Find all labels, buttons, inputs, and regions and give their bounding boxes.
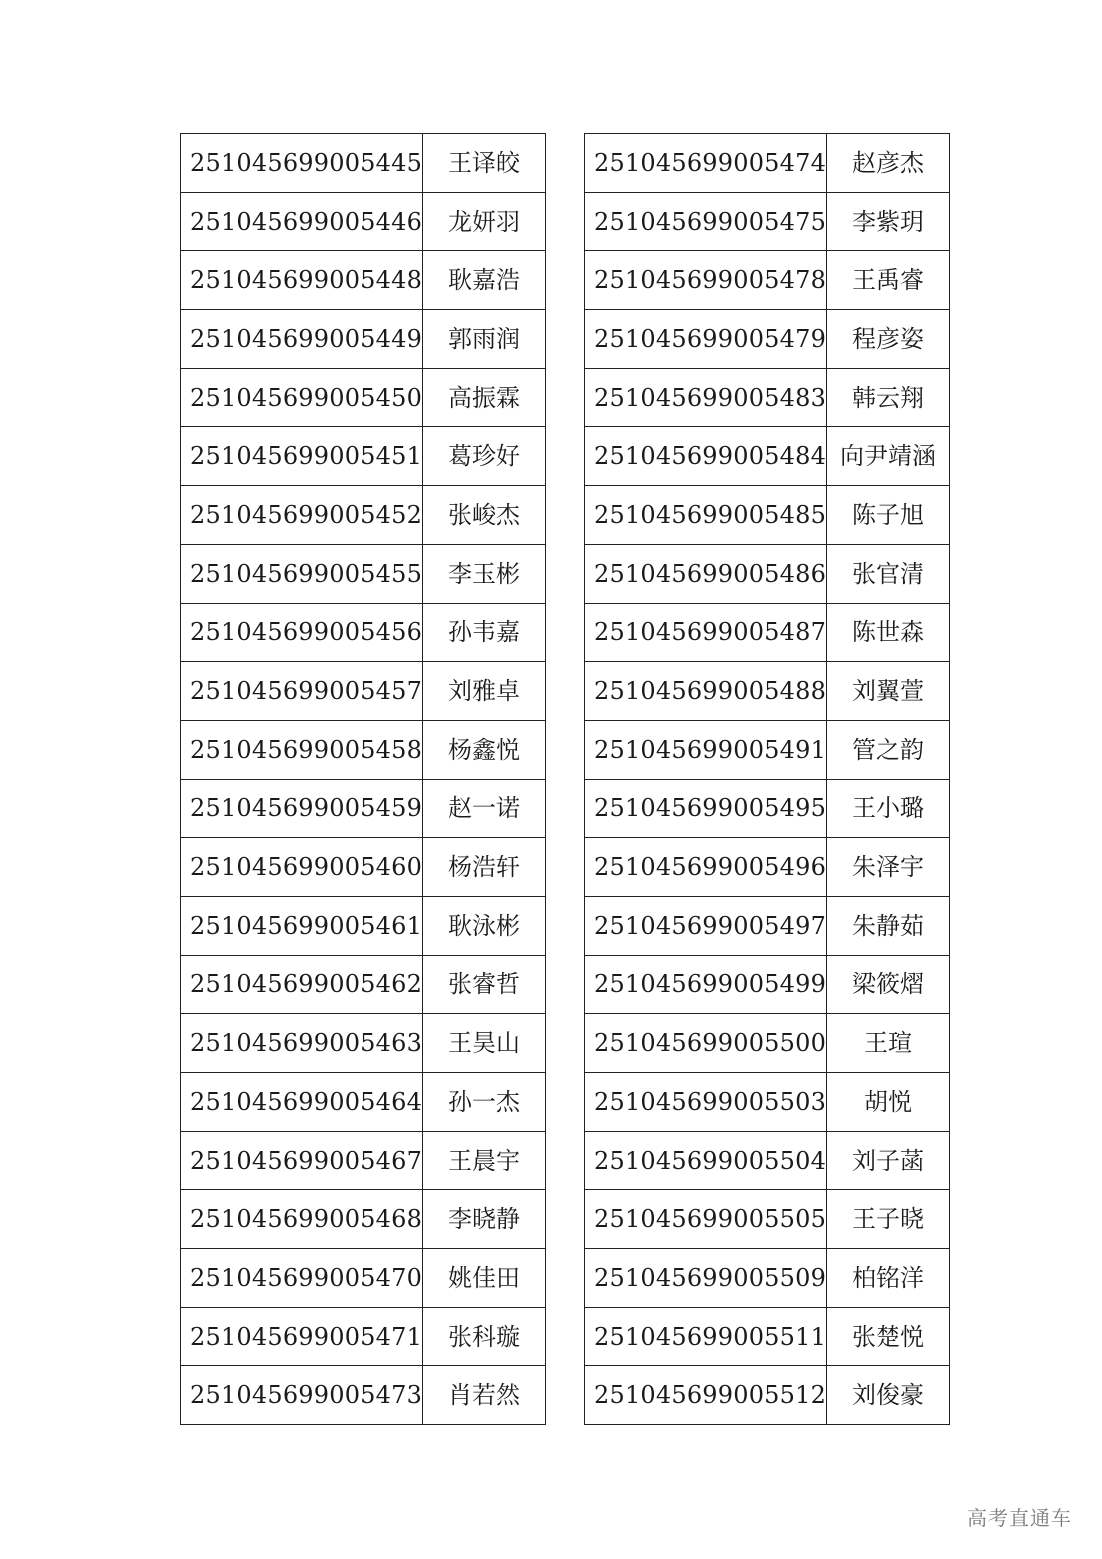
candidate-id-cell: 251045699005487 — [585, 603, 827, 662]
table-row — [181, 1307, 546, 1366]
candidate-id-cell: 251045699005463 — [181, 1014, 423, 1073]
candidate-name-cell: 刘子菡 — [827, 1131, 950, 1190]
candidate-name-cell: 王小璐 — [827, 779, 950, 838]
table-row — [585, 1366, 950, 1425]
candidate-name-cell: 李晓静 — [423, 1190, 546, 1249]
candidate-name-cell: 王子晓 — [827, 1190, 950, 1249]
table-row — [585, 310, 950, 369]
table-row — [181, 603, 546, 662]
candidate-name-cell: 王瑄 — [827, 1014, 950, 1073]
table-row — [585, 1073, 950, 1132]
candidate-name-cell: 王昊山 — [423, 1014, 546, 1073]
table-row — [181, 1131, 546, 1190]
table-row — [585, 838, 950, 897]
table-row — [181, 310, 546, 369]
table-row — [181, 427, 546, 486]
candidate-name-cell: 朱泽宇 — [827, 838, 950, 897]
watermark-text: 高考直通车 — [967, 1506, 1072, 1530]
candidate-name-cell: 李玉彬 — [423, 544, 546, 603]
candidate-id-cell: 251045699005456 — [181, 603, 423, 662]
table-row — [181, 1249, 546, 1308]
table-row — [585, 1014, 950, 1073]
table-row — [585, 544, 950, 603]
table-row — [585, 720, 950, 779]
candidate-id-cell: 251045699005497 — [585, 896, 827, 955]
table-row — [585, 486, 950, 545]
candidate-id-cell: 251045699005483 — [585, 368, 827, 427]
table-row — [181, 896, 546, 955]
table-row — [585, 1307, 950, 1366]
candidate-name-cell: 朱静茹 — [827, 896, 950, 955]
candidate-name-cell: 王晨宇 — [423, 1131, 546, 1190]
candidate-name-cell: 王译皎 — [423, 134, 546, 193]
candidate-id-cell: 251045699005448 — [181, 251, 423, 310]
table-row — [585, 896, 950, 955]
candidate-name-cell: 赵一诺 — [423, 779, 546, 838]
candidate-id-cell: 251045699005474 — [585, 134, 827, 193]
candidate-id-cell: 251045699005455 — [181, 544, 423, 603]
candidate-id-cell: 251045699005509 — [585, 1249, 827, 1308]
candidate-name-cell: 韩云翔 — [827, 368, 950, 427]
candidate-name-cell: 耿泳彬 — [423, 896, 546, 955]
table-row — [181, 838, 546, 897]
table-row — [585, 134, 950, 193]
table-row — [181, 779, 546, 838]
candidate-name-cell: 耿嘉浩 — [423, 251, 546, 310]
candidate-name-cell: 姚佳田 — [423, 1249, 546, 1308]
candidate-id-cell: 251045699005446 — [181, 192, 423, 251]
candidate-id-cell: 251045699005475 — [585, 192, 827, 251]
candidate-id-cell: 251045699005461 — [181, 896, 423, 955]
roster-table-left — [180, 133, 546, 1425]
candidate-name-cell: 杨鑫悦 — [423, 720, 546, 779]
table-row — [181, 134, 546, 193]
candidate-id-cell: 251045699005452 — [181, 486, 423, 545]
candidate-id-cell: 251045699005457 — [181, 662, 423, 721]
candidate-name-cell: 孙韦嘉 — [423, 603, 546, 662]
candidate-name-cell: 龙妍羽 — [423, 192, 546, 251]
candidate-id-cell: 251045699005450 — [181, 368, 423, 427]
candidate-name-cell: 葛珍好 — [423, 427, 546, 486]
candidate-id-cell: 251045699005470 — [181, 1249, 423, 1308]
table-row — [181, 1073, 546, 1132]
candidate-id-cell: 251045699005473 — [181, 1366, 423, 1425]
table-row — [585, 779, 950, 838]
candidate-id-cell: 251045699005464 — [181, 1073, 423, 1132]
candidate-id-cell: 251045699005495 — [585, 779, 827, 838]
table-row — [585, 603, 950, 662]
table-row — [181, 192, 546, 251]
candidate-id-cell: 251045699005449 — [181, 310, 423, 369]
candidate-name-cell: 王禹睿 — [827, 251, 950, 310]
candidate-id-cell: 251045699005459 — [181, 779, 423, 838]
candidate-name-cell: 杨浩轩 — [423, 838, 546, 897]
candidate-name-cell: 高振霖 — [423, 368, 546, 427]
candidate-id-cell: 251045699005478 — [585, 251, 827, 310]
table-row — [585, 192, 950, 251]
candidate-name-cell: 陈世森 — [827, 603, 950, 662]
table-row — [181, 368, 546, 427]
candidate-id-cell: 251045699005460 — [181, 838, 423, 897]
candidate-id-cell: 251045699005486 — [585, 544, 827, 603]
candidate-name-cell: 柏铭洋 — [827, 1249, 950, 1308]
candidate-id-cell: 251045699005467 — [181, 1131, 423, 1190]
table-row — [585, 662, 950, 721]
table-row — [585, 427, 950, 486]
candidate-id-cell: 251045699005471 — [181, 1307, 423, 1366]
table-row — [181, 1366, 546, 1425]
candidate-name-cell: 管之韵 — [827, 720, 950, 779]
candidate-name-cell: 张峻杰 — [423, 486, 546, 545]
candidate-name-cell: 张睿哲 — [423, 955, 546, 1014]
candidate-id-cell: 251045699005458 — [181, 720, 423, 779]
candidate-id-cell: 251045699005505 — [585, 1190, 827, 1249]
candidate-id-cell: 251045699005462 — [181, 955, 423, 1014]
table-row — [181, 720, 546, 779]
candidate-id-cell: 251045699005503 — [585, 1073, 827, 1132]
table-row — [181, 251, 546, 310]
table-row — [181, 1190, 546, 1249]
candidate-name-cell: 梁筱熠 — [827, 955, 950, 1014]
candidate-id-cell: 251045699005468 — [181, 1190, 423, 1249]
table-row — [181, 955, 546, 1014]
candidate-name-cell: 程彦姿 — [827, 310, 950, 369]
candidate-id-cell: 251045699005496 — [585, 838, 827, 897]
candidate-id-cell: 251045699005491 — [585, 720, 827, 779]
roster-table-right — [584, 133, 950, 1425]
table-row — [585, 1131, 950, 1190]
candidate-name-cell: 郭雨润 — [423, 310, 546, 369]
candidate-name-cell: 向尹靖涵 — [827, 427, 950, 486]
candidate-id-cell: 251045699005499 — [585, 955, 827, 1014]
candidate-name-cell: 胡悦 — [827, 1073, 950, 1132]
candidate-name-cell: 刘雅卓 — [423, 662, 546, 721]
table-row — [181, 486, 546, 545]
candidate-name-cell: 李紫玥 — [827, 192, 950, 251]
table-row — [181, 1014, 546, 1073]
candidate-id-cell: 251045699005484 — [585, 427, 827, 486]
candidate-name-cell: 张科璇 — [423, 1307, 546, 1366]
candidate-id-cell: 251045699005485 — [585, 486, 827, 545]
table-row — [181, 662, 546, 721]
candidate-name-cell: 孙一杰 — [423, 1073, 546, 1132]
candidate-id-cell: 251045699005451 — [181, 427, 423, 486]
table-row — [585, 1190, 950, 1249]
table-row — [585, 368, 950, 427]
candidate-id-cell: 251045699005511 — [585, 1307, 827, 1366]
table-row — [585, 1249, 950, 1308]
candidate-id-cell: 251045699005445 — [181, 134, 423, 193]
candidate-id-cell: 251045699005504 — [585, 1131, 827, 1190]
candidate-name-cell: 张官清 — [827, 544, 950, 603]
candidate-id-cell: 251045699005500 — [585, 1014, 827, 1073]
candidate-name-cell: 张楚悦 — [827, 1307, 950, 1366]
candidate-id-cell: 251045699005479 — [585, 310, 827, 369]
candidate-name-cell: 赵彦杰 — [827, 134, 950, 193]
candidate-name-cell: 刘翼萱 — [827, 662, 950, 721]
candidate-name-cell: 肖若然 — [423, 1366, 546, 1425]
candidate-id-cell: 251045699005488 — [585, 662, 827, 721]
table-row — [181, 544, 546, 603]
candidate-name-cell: 刘俊豪 — [827, 1366, 950, 1425]
candidate-name-cell: 陈子旭 — [827, 486, 950, 545]
table-row — [585, 251, 950, 310]
table-row — [585, 955, 950, 1014]
candidate-id-cell: 251045699005512 — [585, 1366, 827, 1425]
